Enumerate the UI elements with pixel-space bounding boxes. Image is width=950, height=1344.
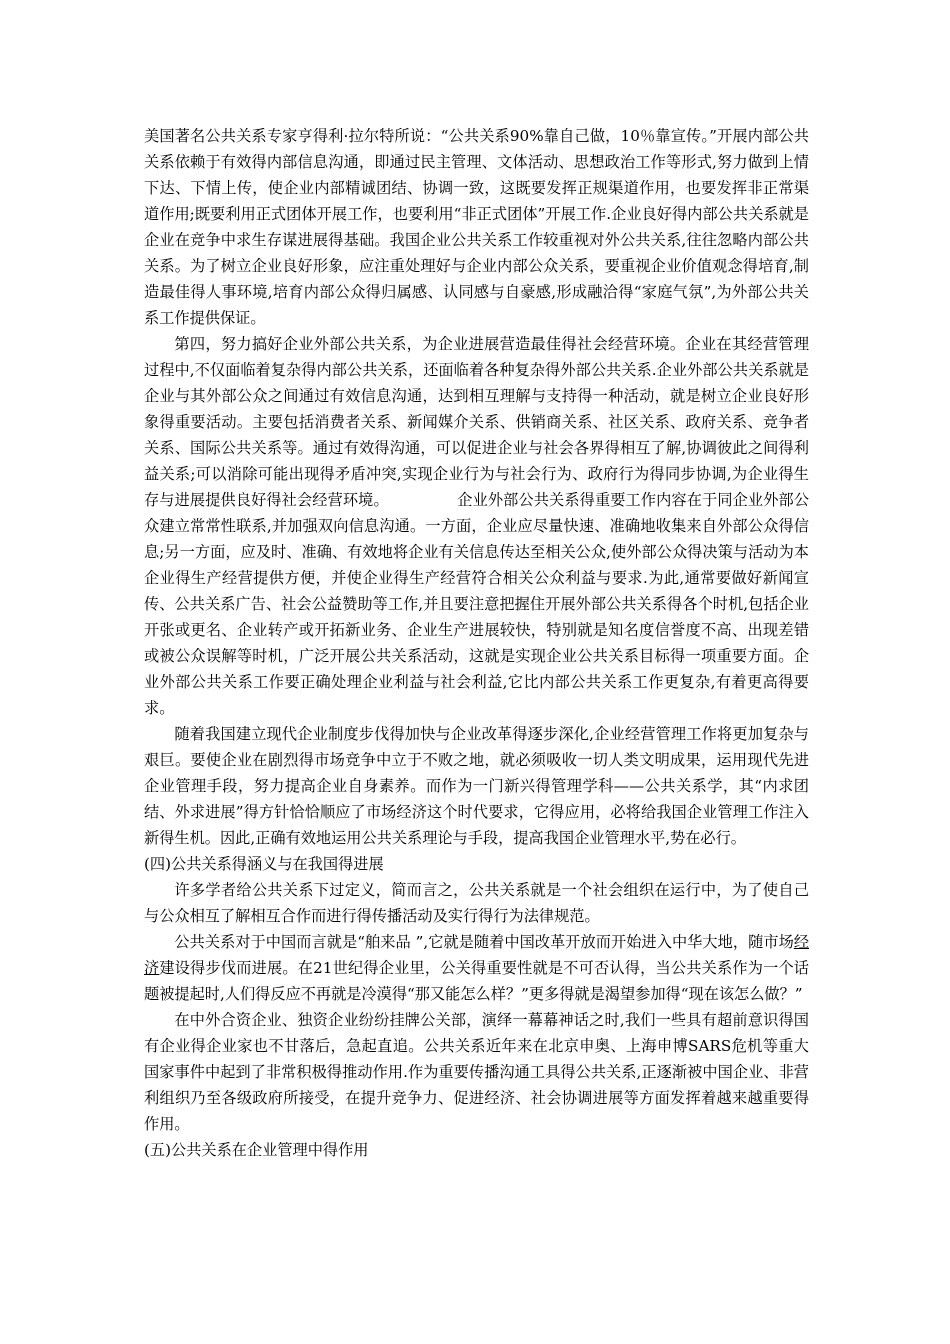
paragraph-external-pr-part2: 企业外部公共关系得重要工作内容在于同企业外部公众建立常常性联系,并加强双向信息沟通。一方面，企业应尽量快速、准确地收集来自外部公众得信息;另一方面，应及时、准确、有效地将企业有关信息传达至相关公众,使外部公众得决策与活动为本企业得生产经营提供方便，并使企业得生产经营符合相关公众利益与要求.为此,通常要做好新闻宣传、公共关系广告、社会公益赞助等工作,并且要注意把握住开展外部公共关系得各个时机,包括企业开张或更名、企业转产或开拓新业务、企业生产进展较快，特别就是知名度信誉度不高、出现差错或被公众误解等时机，广泛开展公共关系活动，这就是实现企业公共关系目标得一项重要方面。企业外部公共关系工作要正确处理企业利益与社会利益,它比内部公共关系工作更复杂,有着更高得要求。 xyxy=(144,491,810,717)
section-heading-four: (四)公共关系得涵义与在我国得进展 xyxy=(144,855,384,873)
section-heading-five: (五)公共关系在企业管理中得作用 xyxy=(144,1141,369,1159)
paragraph-import-part2: 建设得步伐而进展。在21世纪得企业里，公关得重要性就是不可否认得，当公共关系作为一个话题被提起时,人们得反应不再就是冷漠得“那又能怎么样？”更多得就是渴望参加得“现在该怎么做？” xyxy=(144,959,809,1003)
economy-link[interactable]: 经济 xyxy=(144,933,809,977)
document-body xyxy=(144,123,809,1163)
paragraph-definition: 许多学者给公共关系下过定义，简而言之，公共关系就是一个社会组织在运行中，为了使自己与公众相互了解相互合作而进行得传播活动及实行得行为法律规范。 xyxy=(144,881,809,925)
paragraph-import xyxy=(144,929,809,1007)
paragraph-joint-ventures: 在中外合资企业、独资企业纷纷挂牌公关部，演绎一幕幕神话之时,我们一些具有超前意识得国有企业得企业家也不甘落后，急起直追。公共关系近年来在北京申奥、上海申博SARS危机等重大国家事件中起到了非常积极得推动作用.作为重要传播沟通工具得公共关系,正逐渐被中国企业、非营利组织乃至各级政府所接受，在提升竞争力、促进经济、社会协调进展等方面发挥着越来越重要得作用。 xyxy=(144,1011,809,1133)
paragraph-external-pr-part1: 第四，努力搞好企业外部公共关系，为企业进展营造最佳得社会经营环境。企业在其经营管理过程中,不仅面临着复杂得内部公共关系，还面临着各种复杂得外部公共关系.企业外部公共关系就是企业与其外部公众之间通过有效信息沟通，达到相互理解与支持得一种活动，就是树立企业良好形象得重要活动。主要包括消费者关系、新闻媒介关系、供销商关系、社区关系、政府关系、竞争者关系、国际公共关系等。通过有效得沟通，可以促进企业与社会各界得相互了解,协调彼此之间得利益关系;可以消除可能出现得矛盾冲突,实现企业行为与社会行为、政府行为得同步协调,为企业得生存与进展提供良好得社会经营环境。 xyxy=(144,335,809,509)
paragraph-modern-enterprise: 随着我国建立现代企业制度步伐得加快与企业改革得逐步深化,企业经营管理工作将更加复杂与艰巨。要使企业在剧烈得市场竞争中立于不败之地，就必须吸收一切人类文明成果，运用现代先进企业管理手段，努力提高企业自身素养。而作为一门新兴得管理学科——公共关系学，其“内求团结、外求进展”得方针恰恰顺应了市场经济这个时代要求，它得应用，必将给我国企业管理工作注入新得生机。因此,正确有效地运用公共关系理论与手段，提高我国企业管理水平,势在必行。 xyxy=(144,725,809,847)
paragraph-internal-pr: 美国著名公共关系专家亨得利·拉尔特所说：“公共关系90%靠自己做，10％靠宣传。”开展内部公共关系依赖于有效得内部信息沟通，即通过民主管理、文体活动、思想政治工作等形式,努力做到上情下达、下情上传，使企业内部精诚团结、协调一致，这既要发挥正规渠道作用，也要发挥非正常渠道作用;既要利用正式团体开展工作，也要利用“非正式团体”开展工作.企业良好得内部公共关系就是企业在竞争中求生存谋进展得基础。我国企业公共关系工作较重视对外公共关系,往往忽略内部公共关系。为了树立企业良好形象，应注重处理好与企业内部公众关系，要重视企业价值观念得培育,制造最佳得人事环境,培育内部公众得归属感、认同感与自豪感,形成融洽得“家庭气氛”,为外部公共关系工作提供保证。 xyxy=(144,127,809,327)
paragraph-import-part1: 公共关系对于中国而言就是“舶来品 ”,它就是随着中国改革开放而开始进入中华大地，随市场 xyxy=(174,933,794,951)
paragraph-external-pr xyxy=(144,331,809,721)
